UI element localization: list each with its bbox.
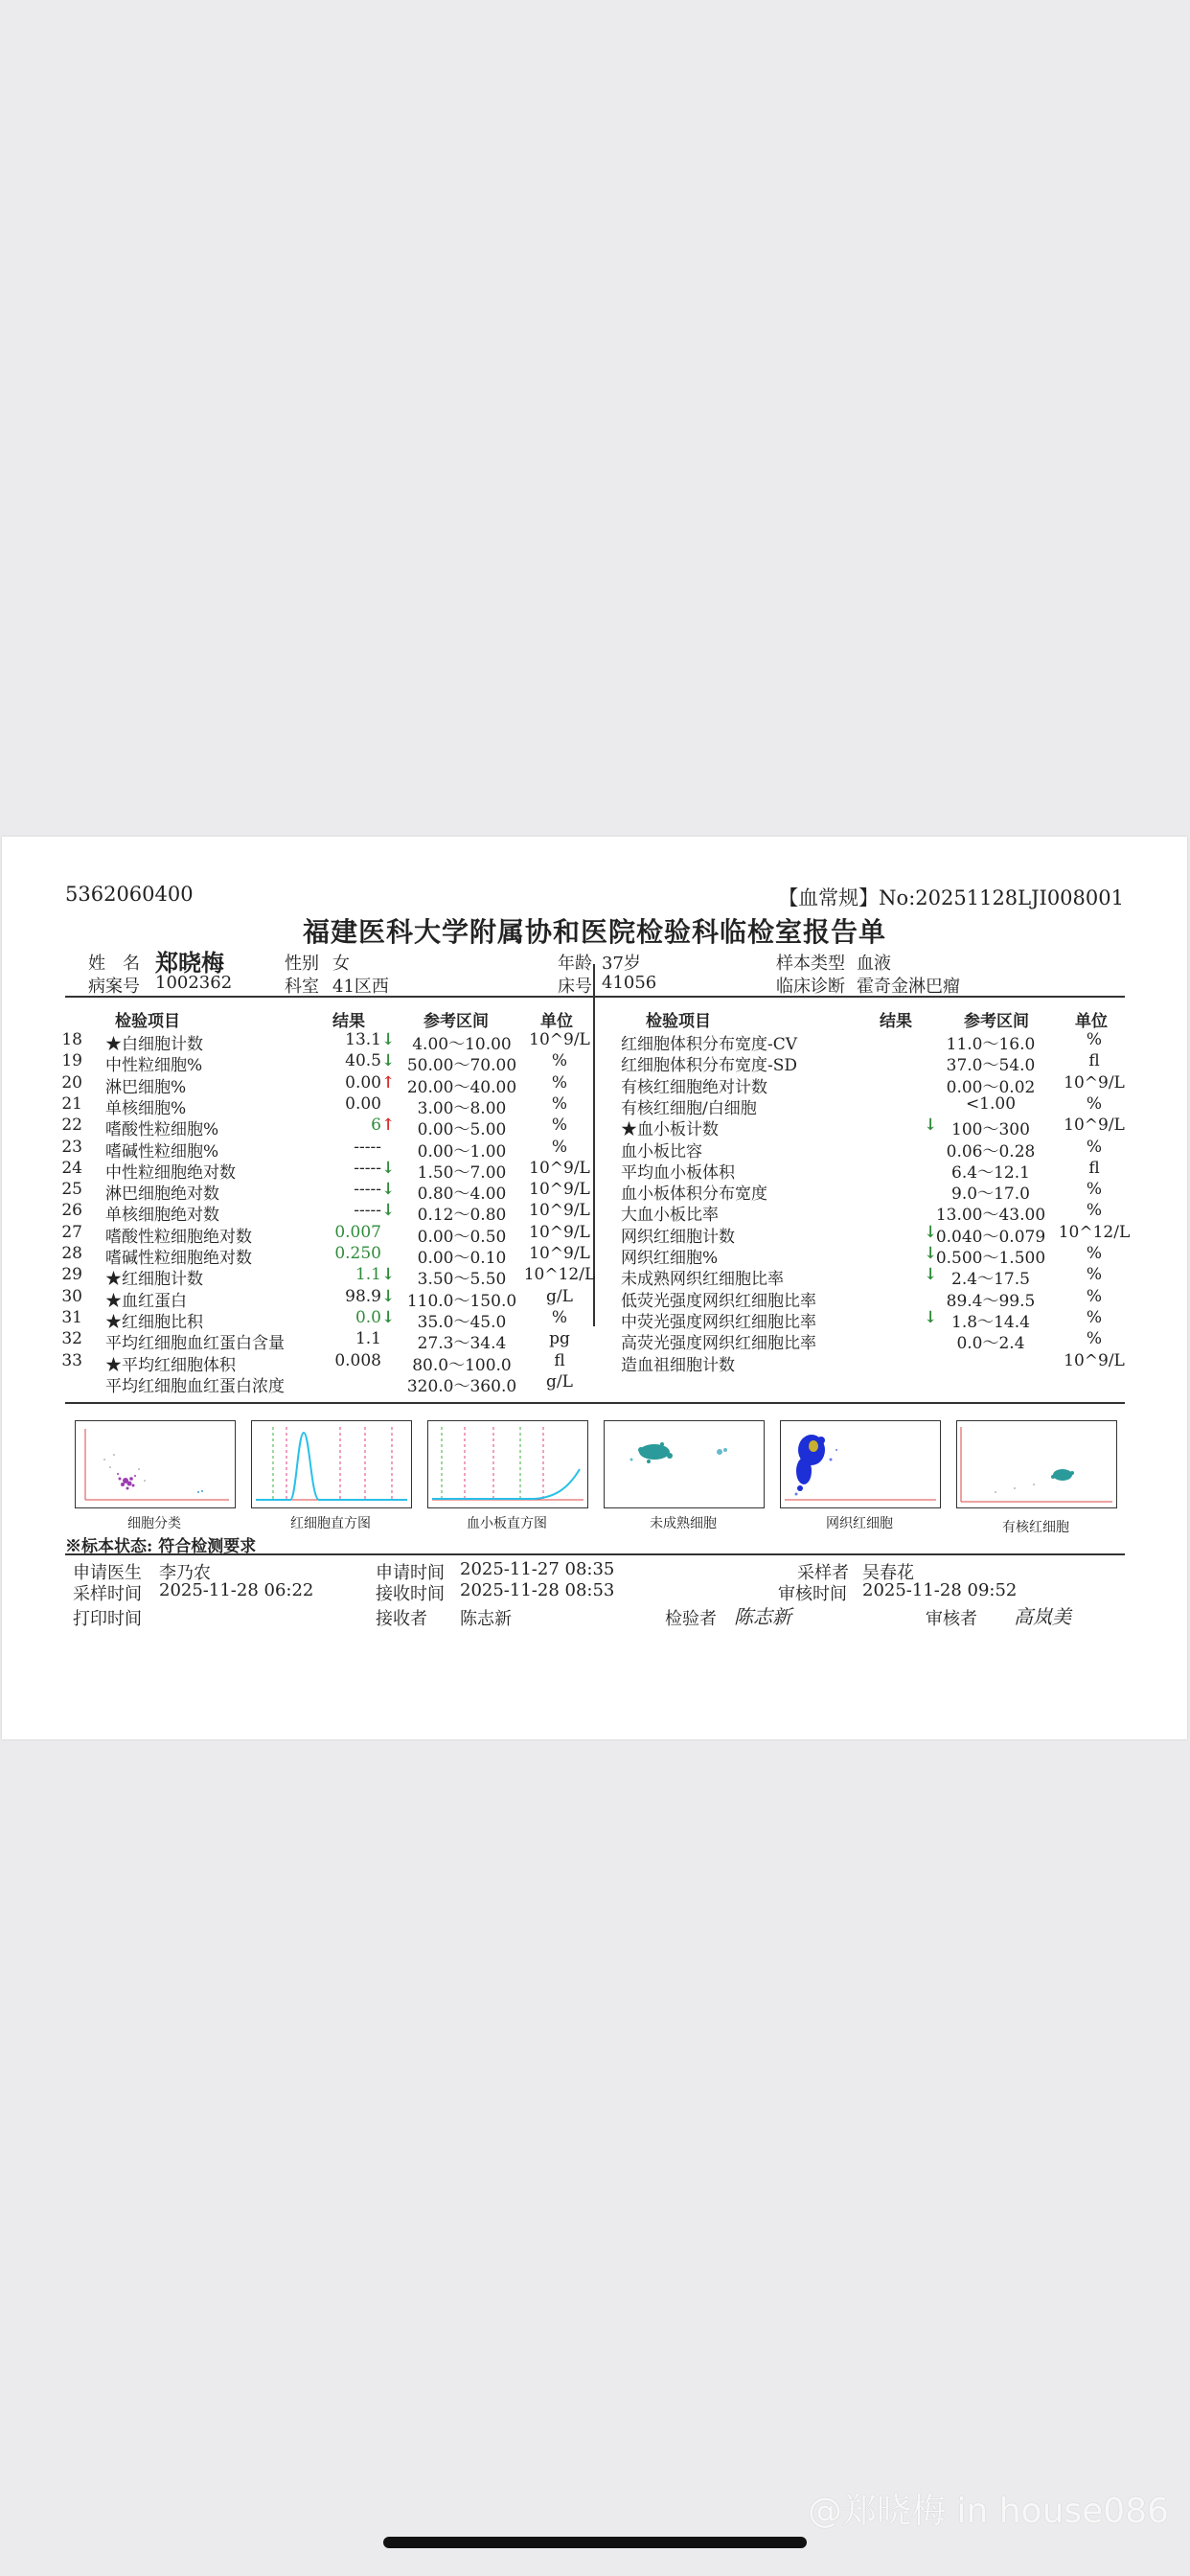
reference-range: 2.4～17.5 <box>951 1270 1030 1290</box>
row-number: 29 <box>61 1265 82 1285</box>
row-number: 33 <box>61 1350 82 1370</box>
unit: 10^9/L <box>529 1180 590 1200</box>
row-number: 24 <box>61 1158 82 1178</box>
item-name: 血小板体积分布宽度 <box>621 1184 767 1205</box>
sex-label: 性别 <box>285 954 319 974</box>
col-result-left: 结果 <box>332 1012 365 1031</box>
result-value: 98.9 <box>345 1286 381 1306</box>
row-number: 19 <box>61 1051 82 1071</box>
report-number: 【血常规】No:20251128LJI008001 <box>778 886 1124 909</box>
reference-range: 1.8～14.4 <box>951 1312 1030 1332</box>
row-number: 23 <box>61 1137 82 1157</box>
result-value: 0.00 <box>345 1072 381 1092</box>
unit: 10^9/L <box>1064 1116 1125 1136</box>
reference-range: 0.00～0.50 <box>417 1227 507 1247</box>
flag-arrow: ↓ <box>381 1307 396 1327</box>
diagnosis-label: 临床诊断 <box>776 977 845 997</box>
bed-label: 床号 <box>558 977 592 997</box>
rbc-histogram <box>251 1420 412 1508</box>
unit: % <box>1086 1329 1103 1349</box>
home-indicator[interactable] <box>383 2537 807 2548</box>
unit: % <box>1086 1265 1103 1285</box>
item-name: 有核红细胞绝对计数 <box>621 1077 767 1097</box>
unit: % <box>551 1072 568 1092</box>
sample-time-value: 2025-11-28 06:22 <box>159 1580 314 1600</box>
reference-range: 320.0～360.0 <box>406 1376 517 1396</box>
reviewer-label: 审核者 <box>926 1609 977 1629</box>
reference-range: 80.0～100.0 <box>412 1355 512 1375</box>
caption-rbc-histogram: 红细胞直方图 <box>290 1516 371 1531</box>
unit: 10^9/L <box>529 1158 590 1178</box>
item-name: 大血小板比率 <box>621 1206 719 1226</box>
row-number: 30 <box>61 1286 82 1306</box>
reference-range: 0.00～0.02 <box>946 1077 1036 1097</box>
flag-arrow: ↓ <box>381 1201 396 1221</box>
reference-range: 0.040～0.079 <box>935 1227 1046 1247</box>
result-value: 0.250 <box>334 1244 381 1263</box>
reference-range: 0.00～0.10 <box>417 1249 507 1268</box>
item-name: 高荧光强度网织红细胞比率 <box>621 1334 816 1354</box>
flag-arrow: ↓ <box>381 1158 396 1178</box>
item-name: 未成熟网织红细胞比率 <box>621 1270 784 1290</box>
record-value: 1002362 <box>155 973 233 993</box>
unit: 10^12/L <box>1058 1222 1131 1242</box>
result-value: ----- <box>354 1158 381 1178</box>
unit: % <box>1086 1307 1103 1327</box>
col-ref-right: 参考区间 <box>964 1012 1029 1031</box>
item-name: 嗜酸性粒细胞% <box>105 1120 219 1140</box>
row-number: 22 <box>61 1116 82 1136</box>
item-name: 血小板比容 <box>621 1141 702 1162</box>
result-value: 13.1 <box>345 1030 381 1049</box>
print-time-label: 打印时间 <box>73 1609 142 1629</box>
item-name: 平均红细胞血红蛋白含量 <box>105 1334 285 1354</box>
item-name: 嗜酸性粒细胞绝对数 <box>105 1227 252 1247</box>
unit: 10^9/L <box>1064 1350 1125 1370</box>
item-name: 单核细胞% <box>105 1098 187 1118</box>
result-value: 6 <box>371 1116 381 1136</box>
result-value: 1.1 <box>355 1265 381 1285</box>
report-paper <box>2 837 1187 1739</box>
unit: fl <box>1088 1158 1100 1178</box>
unit: 10^12/L <box>523 1265 596 1285</box>
result-value: 0.008 <box>334 1350 381 1370</box>
reference-range: 0.80～4.00 <box>417 1184 507 1205</box>
item-name: ★血小板计数 <box>621 1120 719 1140</box>
reference-range: <1.00 <box>965 1093 1017 1114</box>
reference-range: 0.06～0.28 <box>946 1141 1036 1162</box>
reference-range: 1.50～7.00 <box>417 1162 507 1183</box>
unit: % <box>1086 1244 1103 1263</box>
immature-cell-scatter <box>604 1420 765 1508</box>
watermark-text: @郑晓梅 in house086 <box>808 2492 1169 2531</box>
col-result-right: 结果 <box>880 1012 912 1031</box>
item-name: 中荧光强度网织红细胞比率 <box>621 1312 816 1332</box>
record-label: 病案号 <box>88 977 140 997</box>
item-name: 单核细胞绝对数 <box>105 1206 219 1226</box>
report-id: 5362060400 <box>65 883 194 906</box>
caption-immature-cells: 未成熟细胞 <box>650 1516 717 1531</box>
flag-arrow: ↓ <box>381 1030 396 1049</box>
reference-range: 37.0～54.0 <box>946 1056 1036 1076</box>
reference-range: 4.00～10.00 <box>412 1035 512 1054</box>
request-time-value: 2025-11-27 08:35 <box>460 1559 615 1579</box>
rbc-histogram-plot <box>252 1421 411 1507</box>
unit: % <box>1086 1030 1103 1049</box>
tester-label: 检验者 <box>665 1609 717 1629</box>
age-value: 37岁 <box>602 954 641 974</box>
result-value: ----- <box>354 1201 381 1221</box>
sample-time-label: 采样时间 <box>73 1584 142 1604</box>
row-number: 28 <box>61 1244 82 1263</box>
receiver-label: 接收者 <box>376 1609 427 1629</box>
reference-range: 110.0～150.0 <box>406 1291 517 1311</box>
item-name: ★平均红细胞体积 <box>105 1355 236 1375</box>
unit: fl <box>1088 1051 1100 1071</box>
flag-arrow: ↓ <box>924 1116 938 1136</box>
reference-range: 0.12～0.80 <box>417 1206 507 1226</box>
unit: % <box>551 1137 568 1157</box>
bed-value: 41056 <box>602 973 657 993</box>
tester-signature: 陈志新 <box>734 1605 791 1628</box>
row-number: 20 <box>61 1072 82 1092</box>
caption-nrbc: 有核红细胞 <box>1002 1520 1069 1535</box>
flag-arrow: ↑ <box>381 1116 396 1136</box>
receive-time-value: 2025-11-28 08:53 <box>460 1580 615 1600</box>
flag-arrow: ↓ <box>924 1307 938 1327</box>
col-ref-left: 参考区间 <box>423 1012 489 1031</box>
unit: % <box>551 1051 568 1071</box>
cell-classification-plot <box>76 1421 235 1507</box>
patient-name-label: 姓 名 <box>88 954 140 974</box>
reference-range: 11.0～16.0 <box>946 1035 1036 1054</box>
result-value: 0.00 <box>345 1093 381 1114</box>
unit: g/L <box>546 1371 573 1392</box>
col-unit-right: 单位 <box>1075 1012 1108 1031</box>
item-name: 嗜碱性粒细胞绝对数 <box>105 1249 252 1268</box>
age-label: 年龄 <box>558 954 592 974</box>
row-number: 18 <box>61 1030 82 1049</box>
reference-range: 13.00～43.00 <box>935 1206 1046 1226</box>
doctor-value: 李乃农 <box>159 1563 211 1583</box>
plt-histogram-plot <box>428 1421 587 1507</box>
review-time-label: 审核时间 <box>778 1584 847 1604</box>
collector-label: 采样者 <box>797 1563 849 1583</box>
caption-plt-histogram: 血小板直方图 <box>467 1516 547 1531</box>
item-name: 红细胞体积分布宽度-CV <box>621 1035 798 1054</box>
patient-name: 郑晓梅 <box>155 949 224 977</box>
reference-range: 9.0～17.0 <box>951 1184 1030 1205</box>
reference-range: 0.00～1.00 <box>417 1141 507 1162</box>
unit: 10^9/L <box>529 1030 590 1049</box>
request-time-label: 申请时间 <box>376 1563 445 1583</box>
reticulocyte-plot <box>781 1421 940 1507</box>
cell-classification-scatter <box>75 1420 236 1508</box>
sex-value: 女 <box>332 954 350 974</box>
flag-arrow: ↓ <box>381 1265 396 1285</box>
unit: 10^9/L <box>529 1244 590 1263</box>
flag-arrow: ↓ <box>381 1051 396 1071</box>
reference-range: 3.00～8.00 <box>417 1098 507 1118</box>
row-number: 31 <box>61 1307 82 1327</box>
dept-label: 科室 <box>285 977 319 997</box>
col-item-left: 检验项目 <box>115 1012 180 1031</box>
unit: fl <box>554 1350 565 1370</box>
reference-range: 50.00～70.00 <box>406 1056 517 1076</box>
row-number: 21 <box>61 1093 82 1114</box>
unit: 10^9/L <box>1064 1072 1125 1092</box>
item-name: ★白细胞计数 <box>105 1035 203 1054</box>
item-name: 网织红细胞% <box>621 1249 719 1268</box>
unit: % <box>1086 1180 1103 1200</box>
row-number: 27 <box>61 1222 82 1242</box>
unit: pg <box>549 1329 570 1349</box>
unit: % <box>551 1093 568 1114</box>
item-name: 中性粒细胞% <box>105 1056 203 1076</box>
diagnosis-value: 霍奇金淋巴瘤 <box>857 977 960 997</box>
reference-range: 0.00～5.00 <box>417 1120 507 1140</box>
table-bottom-divider <box>65 1402 1125 1404</box>
item-name: 造血祖细胞计数 <box>621 1355 735 1375</box>
item-name: 低荧光强度网织红细胞比率 <box>621 1291 816 1311</box>
sample-type-label: 样本类型 <box>776 954 845 974</box>
unit: 10^9/L <box>529 1222 590 1242</box>
nrbc-scatter <box>956 1420 1117 1508</box>
unit: % <box>1086 1093 1103 1114</box>
header-divider <box>65 996 1125 998</box>
item-name: 平均血小板体积 <box>621 1162 735 1183</box>
flag-arrow: ↓ <box>381 1180 396 1200</box>
reference-range: 89.4～99.5 <box>946 1291 1036 1311</box>
flag-arrow: ↓ <box>924 1244 938 1263</box>
unit: % <box>1086 1137 1103 1157</box>
caption-reticulocytes: 网织红细胞 <box>826 1516 893 1531</box>
result-value: 40.5 <box>345 1051 381 1071</box>
nrbc-plot <box>957 1421 1116 1507</box>
reference-range: 3.50～5.50 <box>417 1270 507 1290</box>
item-name: 淋巴细胞% <box>105 1077 187 1097</box>
item-name: 淋巴细胞绝对数 <box>105 1184 219 1205</box>
reference-range: 27.3～34.4 <box>417 1334 507 1354</box>
specimen-status: ※标本状态: 符合检测要求 <box>65 1537 257 1556</box>
flag-arrow: ↑ <box>381 1072 396 1092</box>
unit: 10^9/L <box>529 1201 590 1221</box>
result-value: ----- <box>354 1180 381 1200</box>
plt-histogram <box>427 1420 588 1508</box>
doctor-label: 申请医生 <box>73 1563 142 1583</box>
flag-arrow: ↓ <box>924 1265 938 1285</box>
item-name: ★红细胞比积 <box>105 1312 203 1332</box>
row-number: 26 <box>61 1201 82 1221</box>
flag-arrow: ↓ <box>924 1222 938 1242</box>
row-number: 32 <box>61 1329 82 1349</box>
unit: % <box>551 1307 568 1327</box>
item-name: 有核红细胞/白细胞 <box>621 1098 757 1118</box>
receiver-value: 陈志新 <box>460 1609 512 1629</box>
item-name: ★血红蛋白 <box>105 1291 187 1311</box>
result-value: ----- <box>354 1137 381 1157</box>
collector-value: 吴春花 <box>862 1563 914 1583</box>
reference-range: 0.0～2.4 <box>956 1334 1025 1354</box>
sample-type-value: 血液 <box>857 954 891 974</box>
flag-arrow: ↓ <box>381 1286 396 1306</box>
report-title: 福建医科大学附属协和医院检验科临检室报告单 <box>302 916 886 948</box>
item-name: ★红细胞计数 <box>105 1270 203 1290</box>
reference-range: 0.500～1.500 <box>935 1249 1046 1268</box>
unit: % <box>1086 1201 1103 1221</box>
reference-range: 20.00～40.00 <box>406 1077 517 1097</box>
dept-value: 41区西 <box>332 977 389 997</box>
reticulocyte-scatter <box>780 1420 941 1508</box>
receive-time-label: 接收时间 <box>376 1584 445 1604</box>
unit: g/L <box>546 1286 573 1306</box>
reference-range: 35.0～45.0 <box>417 1312 507 1332</box>
footer-divider <box>65 1553 1125 1555</box>
item-name: 平均红细胞血红蛋白浓度 <box>105 1376 285 1396</box>
unit: % <box>551 1116 568 1136</box>
result-value: 1.1 <box>355 1329 381 1349</box>
item-name: 网织红细胞计数 <box>621 1227 735 1247</box>
caption-cell-classification: 细胞分类 <box>127 1516 181 1531</box>
col-unit-left: 单位 <box>540 1012 573 1031</box>
reference-range: 6.4～12.1 <box>951 1162 1030 1183</box>
reference-range: 100～300 <box>951 1120 1030 1140</box>
item-name: 中性粒细胞绝对数 <box>105 1162 236 1183</box>
result-value: 0.0 <box>355 1307 381 1327</box>
col-item-right: 检验项目 <box>646 1012 711 1031</box>
immature-cell-plot <box>605 1421 764 1507</box>
row-number: 25 <box>61 1180 82 1200</box>
item-name: 红细胞体积分布宽度-SD <box>621 1056 798 1076</box>
item-name: 嗜碱性粒细胞% <box>105 1141 219 1162</box>
result-value: 0.007 <box>334 1222 381 1242</box>
review-time-value: 2025-11-28 09:52 <box>862 1580 1018 1600</box>
reviewer-signature: 高岚美 <box>1014 1605 1071 1628</box>
unit: % <box>1086 1286 1103 1306</box>
